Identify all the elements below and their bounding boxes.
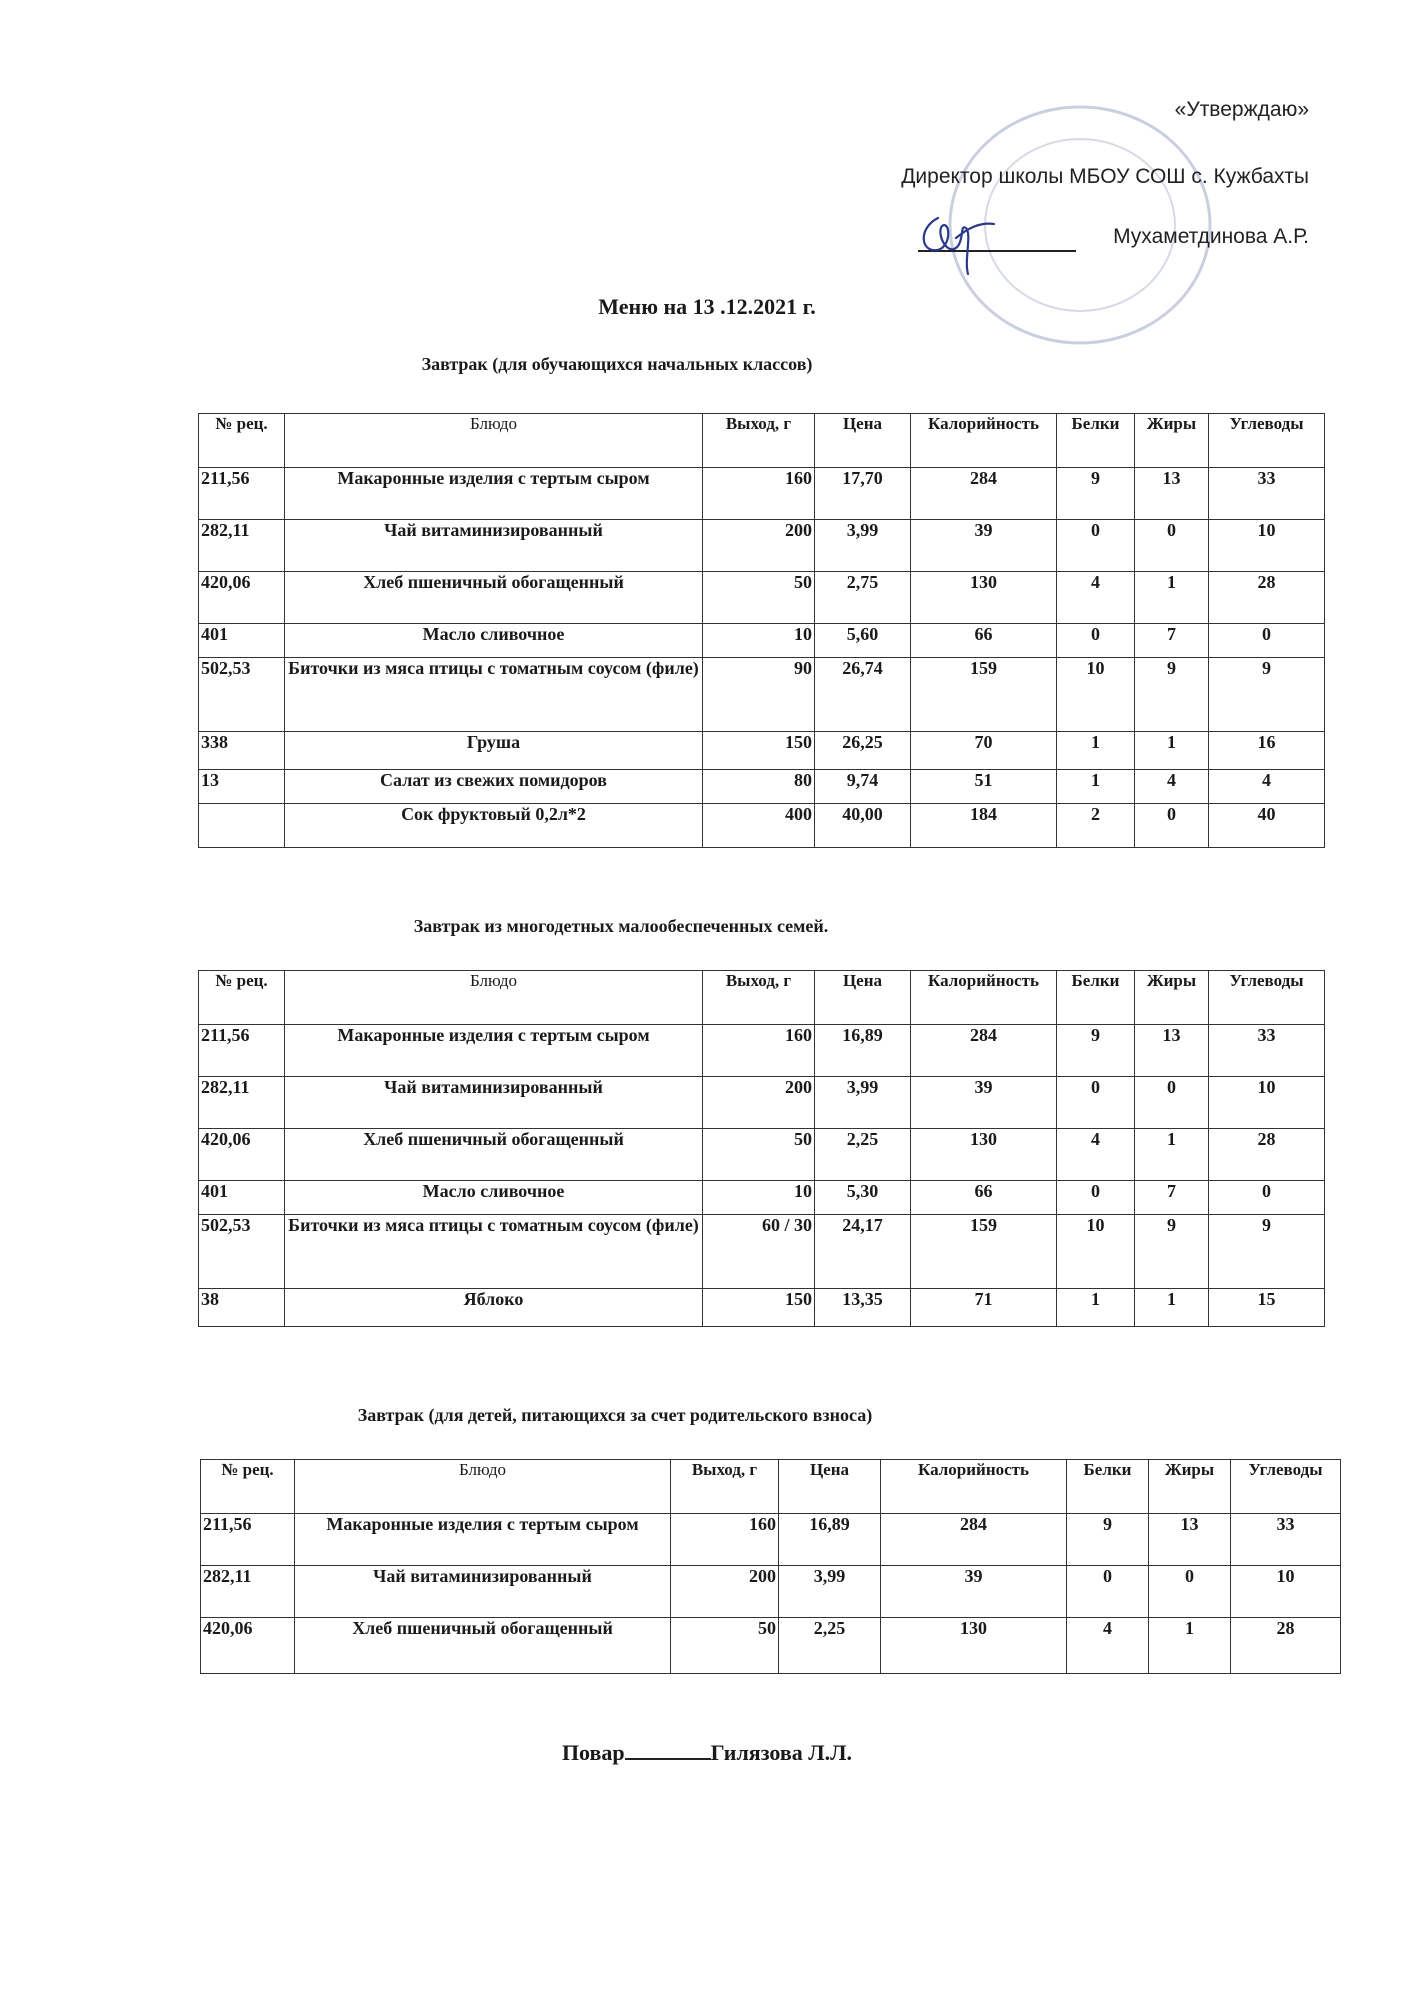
cell-dish: Яблоко (285, 1289, 703, 1327)
cell-num: 420,06 (199, 572, 285, 624)
cell-num: 502,53 (199, 658, 285, 732)
cell-price: 17,70 (815, 468, 911, 520)
cell-num: 338 (199, 732, 285, 770)
section-title-1: Завтрак (для обучающихся начальных классов) (421, 354, 813, 374)
cell-fat: 0 (1135, 1077, 1209, 1129)
table-row (199, 468, 1325, 520)
cell-prot: 0 (1057, 1181, 1135, 1215)
header-num: № рец. (199, 414, 285, 468)
cell-price: 3,99 (815, 520, 911, 572)
header-prot: Белки (1057, 414, 1135, 468)
cell-prot: 1 (1057, 770, 1135, 804)
table-row (199, 1077, 1325, 1129)
cell-kcal: 159 (911, 1215, 1057, 1289)
table-row (199, 1215, 1325, 1289)
cell-kcal: 66 (911, 1181, 1057, 1215)
cell-carb: 9 (1209, 658, 1325, 732)
cell-out: 400 (703, 804, 815, 848)
cell-out: 50 (671, 1618, 779, 1674)
cell-carb: 10 (1209, 1077, 1325, 1129)
cell-out: 10 (703, 624, 815, 658)
cell-prot: 1 (1057, 732, 1135, 770)
cell-fat: 0 (1149, 1566, 1231, 1618)
cell-fat: 1 (1149, 1618, 1231, 1674)
cell-fat: 1 (1135, 572, 1209, 624)
signature (908, 198, 998, 280)
approval-position: Директор школы МБОУ СОШ с. Кужбахты (901, 165, 1309, 188)
header-out: Выход, г (671, 1460, 779, 1514)
cell-prot: 10 (1057, 1215, 1135, 1289)
table-row (199, 732, 1325, 770)
cell-carb: 10 (1231, 1566, 1341, 1618)
cell-price: 2,25 (779, 1618, 881, 1674)
header-kcal: Калорийность (911, 971, 1057, 1025)
header-out: Выход, г (703, 414, 815, 468)
cell-kcal: 130 (911, 572, 1057, 624)
header-dish: Блюдо (285, 414, 703, 468)
cell-carb: 4 (1209, 770, 1325, 804)
table-row (199, 1289, 1325, 1327)
cell-num: 38 (199, 1289, 285, 1327)
cell-price: 2,25 (815, 1129, 911, 1181)
cell-kcal: 39 (911, 520, 1057, 572)
cell-kcal: 159 (911, 658, 1057, 732)
section-title-2: Завтрак из многодетных малообеспеченных семей. (413, 916, 829, 936)
cell-carb: 0 (1209, 1181, 1325, 1215)
cell-out: 160 (671, 1514, 779, 1566)
cell-carb: 33 (1231, 1514, 1341, 1566)
section-title-3: Завтрак (для детей, питающихся за счет родительского взноса) (357, 1405, 873, 1425)
table-row (199, 804, 1325, 848)
cell-price: 5,30 (815, 1181, 911, 1215)
cell-num: 401 (199, 624, 285, 658)
cell-num: 502,53 (199, 1215, 285, 1289)
cell-fat: 1 (1135, 1289, 1209, 1327)
cell-price: 16,89 (779, 1514, 881, 1566)
cell-carb: 28 (1209, 1129, 1325, 1181)
cell-num: 282,11 (199, 1077, 285, 1129)
cell-out: 200 (703, 520, 815, 572)
cell-prot: 4 (1067, 1618, 1149, 1674)
cell-carb: 10 (1209, 520, 1325, 572)
cell-price: 3,99 (779, 1566, 881, 1618)
cell-out: 90 (703, 658, 815, 732)
cell-prot: 4 (1057, 572, 1135, 624)
cell-prot: 0 (1067, 1566, 1149, 1618)
cell-carb: 40 (1209, 804, 1325, 848)
cell-out: 80 (703, 770, 815, 804)
header-num: № рец. (201, 1460, 295, 1514)
cell-price: 3,99 (815, 1077, 911, 1129)
cell-out: 150 (703, 1289, 815, 1327)
cell-dish: Биточки из мяса птицы с томатным соусом (филе) (285, 658, 703, 732)
header-kcal: Калорийность (911, 414, 1057, 468)
table-row (199, 1025, 1325, 1077)
cell-prot: 10 (1057, 658, 1135, 732)
cell-dish: Чай витаминизированный (285, 520, 703, 572)
cell-prot: 2 (1057, 804, 1135, 848)
cell-dish: Чай витаминизированный (295, 1566, 671, 1618)
cell-dish: Сок фруктовый 0,2л*2 (285, 804, 703, 848)
cell-num: 420,06 (201, 1618, 295, 1674)
cell-prot: 9 (1057, 468, 1135, 520)
cell-out: 60 / 30 (703, 1215, 815, 1289)
cell-kcal: 70 (911, 732, 1057, 770)
cell-num: 282,11 (201, 1566, 295, 1618)
cell-num: 211,56 (199, 468, 285, 520)
cell-carb: 28 (1231, 1618, 1341, 1674)
cell-prot: 0 (1057, 624, 1135, 658)
header-price: Цена (815, 414, 911, 468)
cell-fat: 9 (1135, 658, 1209, 732)
cook-signature (0, 1740, 1414, 1766)
cell-kcal: 39 (911, 1077, 1057, 1129)
cell-num: 401 (199, 1181, 285, 1215)
header-fat: Жиры (1149, 1460, 1231, 1514)
cell-kcal: 39 (881, 1566, 1067, 1618)
cell-num (199, 804, 285, 848)
cell-fat: 9 (1135, 1215, 1209, 1289)
cell-out: 150 (703, 732, 815, 770)
cell-dish: Груша (285, 732, 703, 770)
cell-dish: Биточки из мяса птицы с томатным соусом (филе) (285, 1215, 703, 1289)
table-row (199, 1181, 1325, 1215)
cell-num: 420,06 (199, 1129, 285, 1181)
cell-carb: 28 (1209, 572, 1325, 624)
table-row (199, 1129, 1325, 1181)
header-carb: Углеводы (1209, 971, 1325, 1025)
cell-carb: 33 (1209, 468, 1325, 520)
cell-kcal: 284 (881, 1514, 1067, 1566)
cell-dish: Макаронные изделия с тертым сыром (295, 1514, 671, 1566)
cell-prot: 1 (1057, 1289, 1135, 1327)
cell-fat: 1 (1135, 1129, 1209, 1181)
cell-price: 40,00 (815, 804, 911, 848)
cell-dish: Масло сливочное (285, 1181, 703, 1215)
cell-out: 200 (703, 1077, 815, 1129)
cell-dish: Макаронные изделия с тертым сыром (285, 1025, 703, 1077)
cell-out: 50 (703, 1129, 815, 1181)
cell-price: 26,74 (815, 658, 911, 732)
cell-prot: 0 (1057, 520, 1135, 572)
cell-dish: Хлеб пшеничный обогащенный (285, 572, 703, 624)
header-fat: Жиры (1135, 971, 1209, 1025)
cell-price: 16,89 (815, 1025, 911, 1077)
menu-table-1 (198, 413, 1325, 848)
approval-name: Мухаметдинова А.Р. (1113, 225, 1309, 248)
header-prot: Белки (1057, 971, 1135, 1025)
cell-kcal: 284 (911, 468, 1057, 520)
table-row (199, 520, 1325, 572)
cell-fat: 13 (1135, 468, 1209, 520)
header-carb: Углеводы (1209, 414, 1325, 468)
cell-num: 211,56 (199, 1025, 285, 1077)
cell-price: 2,75 (815, 572, 911, 624)
cell-out: 50 (703, 572, 815, 624)
header-num: № рец. (199, 971, 285, 1025)
cell-carb: 15 (1209, 1289, 1325, 1327)
cell-price: 26,25 (815, 732, 911, 770)
cell-carb: 0 (1209, 624, 1325, 658)
table-row (199, 624, 1325, 658)
cell-kcal: 130 (881, 1618, 1067, 1674)
table-row (199, 770, 1325, 804)
cell-num: 282,11 (199, 520, 285, 572)
cell-price: 13,35 (815, 1289, 911, 1327)
page-title: Меню на 13 .12.2021 г. (598, 294, 816, 319)
cell-prot: 9 (1067, 1514, 1149, 1566)
cell-carb: 9 (1209, 1215, 1325, 1289)
table-row (199, 572, 1325, 624)
cell-fat: 0 (1135, 520, 1209, 572)
cell-out: 160 (703, 1025, 815, 1077)
cell-prot: 0 (1057, 1077, 1135, 1129)
menu-table-2 (198, 970, 1325, 1327)
cell-num: 13 (199, 770, 285, 804)
cell-kcal: 184 (911, 804, 1057, 848)
cell-carb: 33 (1209, 1025, 1325, 1077)
cell-out: 160 (703, 468, 815, 520)
cell-kcal: 71 (911, 1289, 1057, 1327)
cell-prot: 9 (1057, 1025, 1135, 1077)
cell-prot: 4 (1057, 1129, 1135, 1181)
cell-fat: 13 (1135, 1025, 1209, 1077)
cell-fat: 0 (1135, 804, 1209, 848)
cell-fat: 7 (1135, 1181, 1209, 1215)
cell-kcal: 130 (911, 1129, 1057, 1181)
cell-price: 9,74 (815, 770, 911, 804)
cell-dish: Хлеб пшеничный обогащенный (285, 1129, 703, 1181)
cell-dish: Макаронные изделия с тертым сыром (285, 468, 703, 520)
approval-approved: «Утверждаю» (1174, 98, 1309, 121)
header-carb: Углеводы (1231, 1460, 1341, 1514)
cell-price: 5,60 (815, 624, 911, 658)
table-row (201, 1618, 1341, 1674)
header-price: Цена (779, 1460, 881, 1514)
cell-out: 200 (671, 1566, 779, 1618)
table-row (201, 1566, 1341, 1618)
cook-signature-line (625, 1758, 711, 1760)
header-price: Цена (815, 971, 911, 1025)
cell-dish: Салат из свежих помидоров (285, 770, 703, 804)
header-fat: Жиры (1135, 414, 1209, 468)
cell-kcal: 51 (911, 770, 1057, 804)
cell-out: 10 (703, 1181, 815, 1215)
header-dish: Блюдо (285, 971, 703, 1025)
cook-label: Повар (561, 1740, 625, 1765)
header-kcal: Калорийность (881, 1460, 1067, 1514)
header-prot: Белки (1067, 1460, 1149, 1514)
cell-fat: 1 (1135, 732, 1209, 770)
cell-fat: 7 (1135, 624, 1209, 658)
cell-num: 211,56 (201, 1514, 295, 1566)
table-row (201, 1514, 1341, 1566)
header-out: Выход, г (703, 971, 815, 1025)
menu-table-3 (200, 1459, 1341, 1674)
cell-kcal: 284 (911, 1025, 1057, 1077)
cell-carb: 16 (1209, 732, 1325, 770)
table-row (199, 658, 1325, 732)
cell-dish: Чай витаминизированный (285, 1077, 703, 1129)
cell-price: 24,17 (815, 1215, 911, 1289)
cell-dish: Хлеб пшеничный обогащенный (295, 1618, 671, 1674)
header-dish: Блюдо (295, 1460, 671, 1514)
cell-kcal: 66 (911, 624, 1057, 658)
cell-fat: 13 (1149, 1514, 1231, 1566)
cell-fat: 4 (1135, 770, 1209, 804)
cell-dish: Масло сливочное (285, 624, 703, 658)
cook-name: Гилязова Л.Л. (710, 1740, 853, 1765)
